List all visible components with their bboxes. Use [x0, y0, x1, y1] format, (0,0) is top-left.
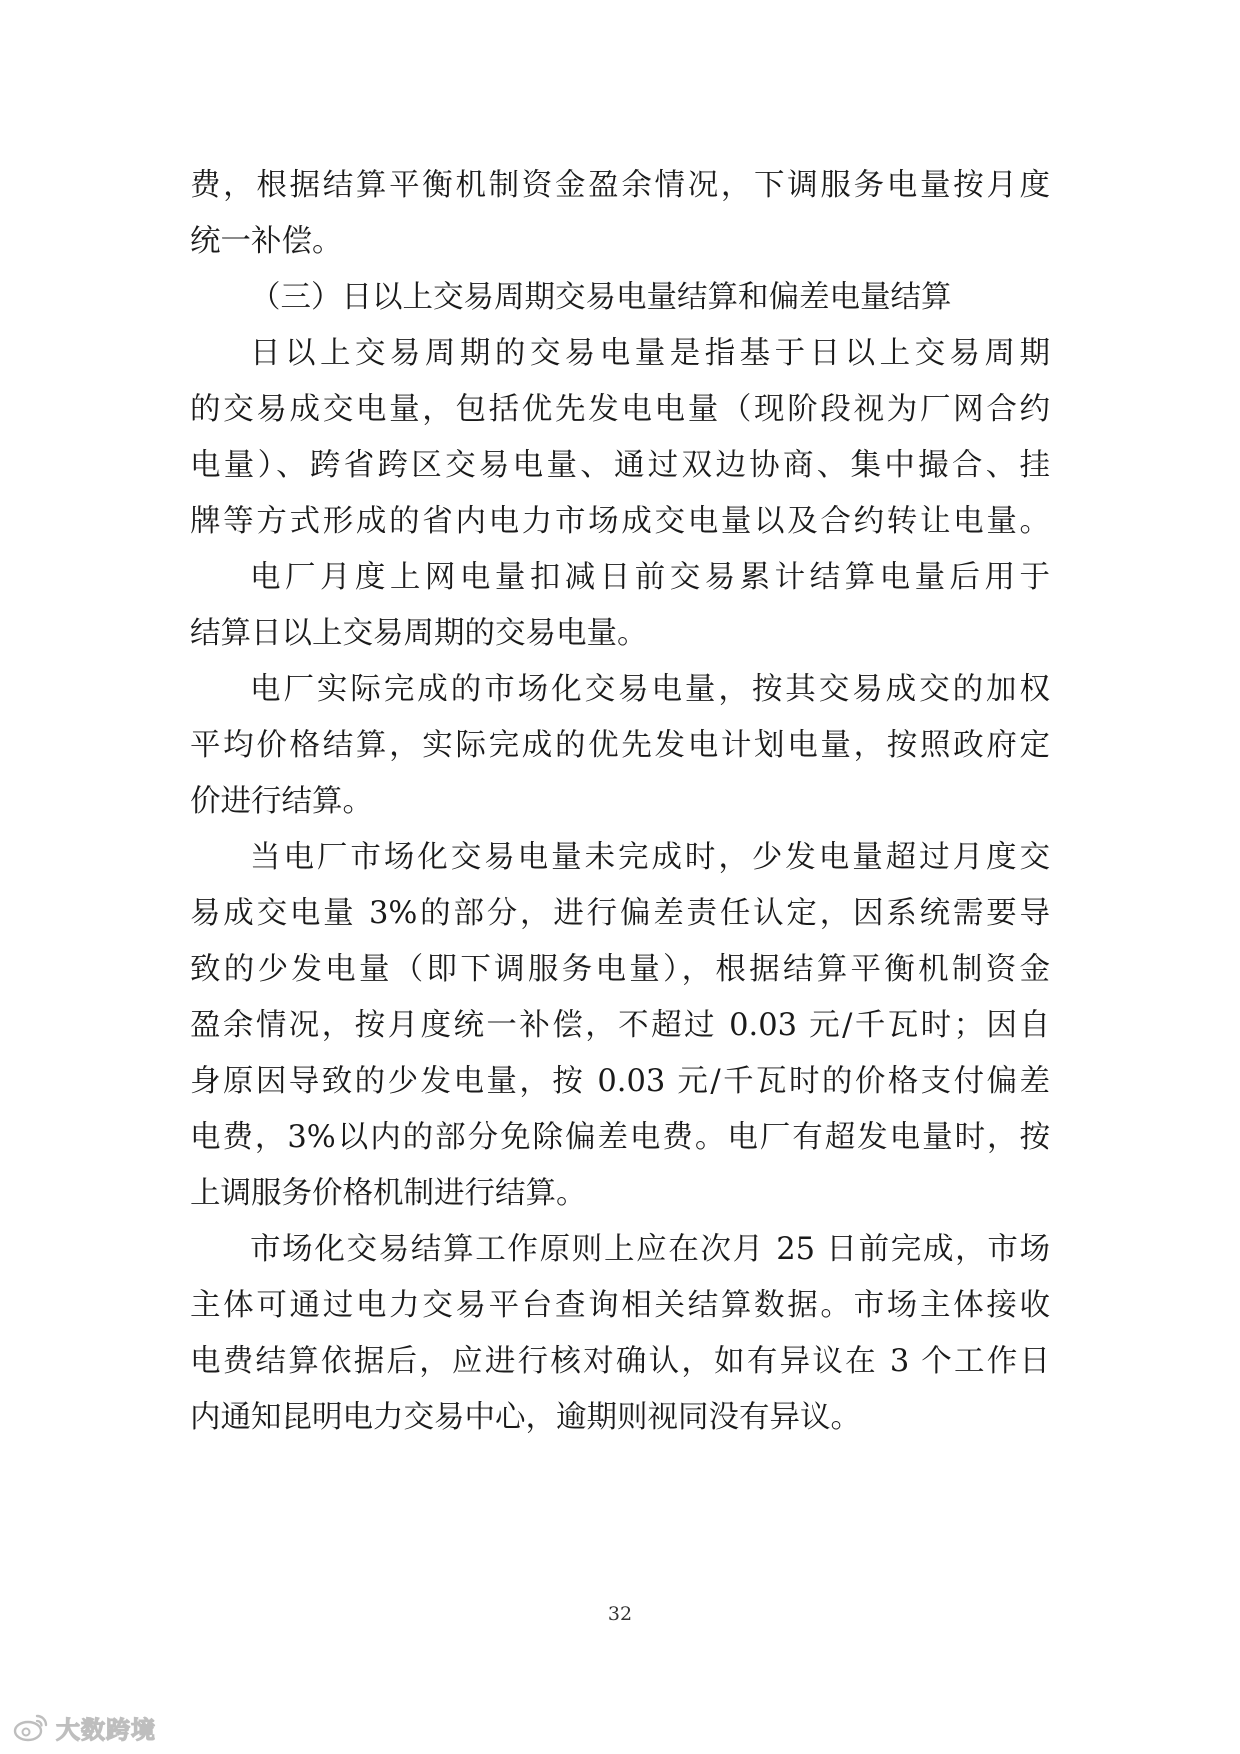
- text-line: 主体可通过电力交易平台查询相关结算数据。市场主体接收: [190, 1288, 1050, 1323]
- text-line: 统一补偿。: [190, 224, 343, 259]
- text-line: 结算日以上交易周期的交易电量。: [190, 616, 648, 651]
- text-line: 上调服务价格机制进行结算。: [190, 1176, 587, 1211]
- text-line: 的交易成交电量，包括优先发电电量（现阶段视为厂网合约: [190, 392, 1050, 427]
- text-line: 价进行结算。: [190, 784, 373, 819]
- text-line: 费，根据结算平衡机制资金盈余情况，下调服务电量按月度: [190, 168, 1050, 203]
- text-line: 市场化交易结算工作原则上应在次月 25 日前完成，市场: [250, 1232, 1050, 1267]
- page-number: 32: [607, 1603, 633, 1625]
- text-line: 平均价格结算，实际完成的优先发电计划电量，按照政府定: [190, 728, 1050, 763]
- text-line: 电厂月度上网电量扣减日前交易累计结算电量后用于: [250, 560, 1050, 595]
- text-line: 当电厂市场化交易电量未完成时，少发电量超过月度交: [250, 840, 1050, 875]
- text-line: 致的少发电量（即下调服务电量），根据结算平衡机制资金: [190, 952, 1050, 987]
- text-line: 电量）、跨省跨区交易电量、通过双边协商、集中撮合、挂: [190, 448, 1050, 483]
- watermark-text: 大数跨境: [56, 1715, 156, 1744]
- watermark: [12, 1710, 156, 1744]
- text-line: 易成交电量 3%的部分，进行偏差责任认定，因系统需要导: [190, 896, 1050, 931]
- text-line: 电费，3%以内的部分免除偏差电费。电厂有超发电量时，按: [190, 1120, 1050, 1155]
- text-line: 盈余情况，按月度统一补偿，不超过 0.03 元/千瓦时；因自: [190, 1008, 1050, 1043]
- section-heading: （三）日以上交易周期交易电量结算和偏差电量结算: [250, 280, 952, 315]
- text-line: 牌等方式形成的省内电力市场成交电量以及合约转让电量。: [190, 504, 1050, 539]
- text-line: 电厂实际完成的市场化交易电量，按其交易成交的加权: [250, 672, 1050, 707]
- text-line: 身原因导致的少发电量，按 0.03 元/千瓦时的价格支付偏差: [190, 1064, 1050, 1099]
- sina-weibo-logo-icon: [12, 1712, 50, 1742]
- text-line: 日以上交易周期的交易电量是指基于日以上交易周期: [250, 336, 1050, 371]
- text-line: 电费结算依据后，应进行核对确认，如有异议在 3 个工作日: [190, 1344, 1050, 1379]
- text-line: 内通知昆明电力交易中心，逾期则视同没有异议。: [190, 1400, 861, 1435]
